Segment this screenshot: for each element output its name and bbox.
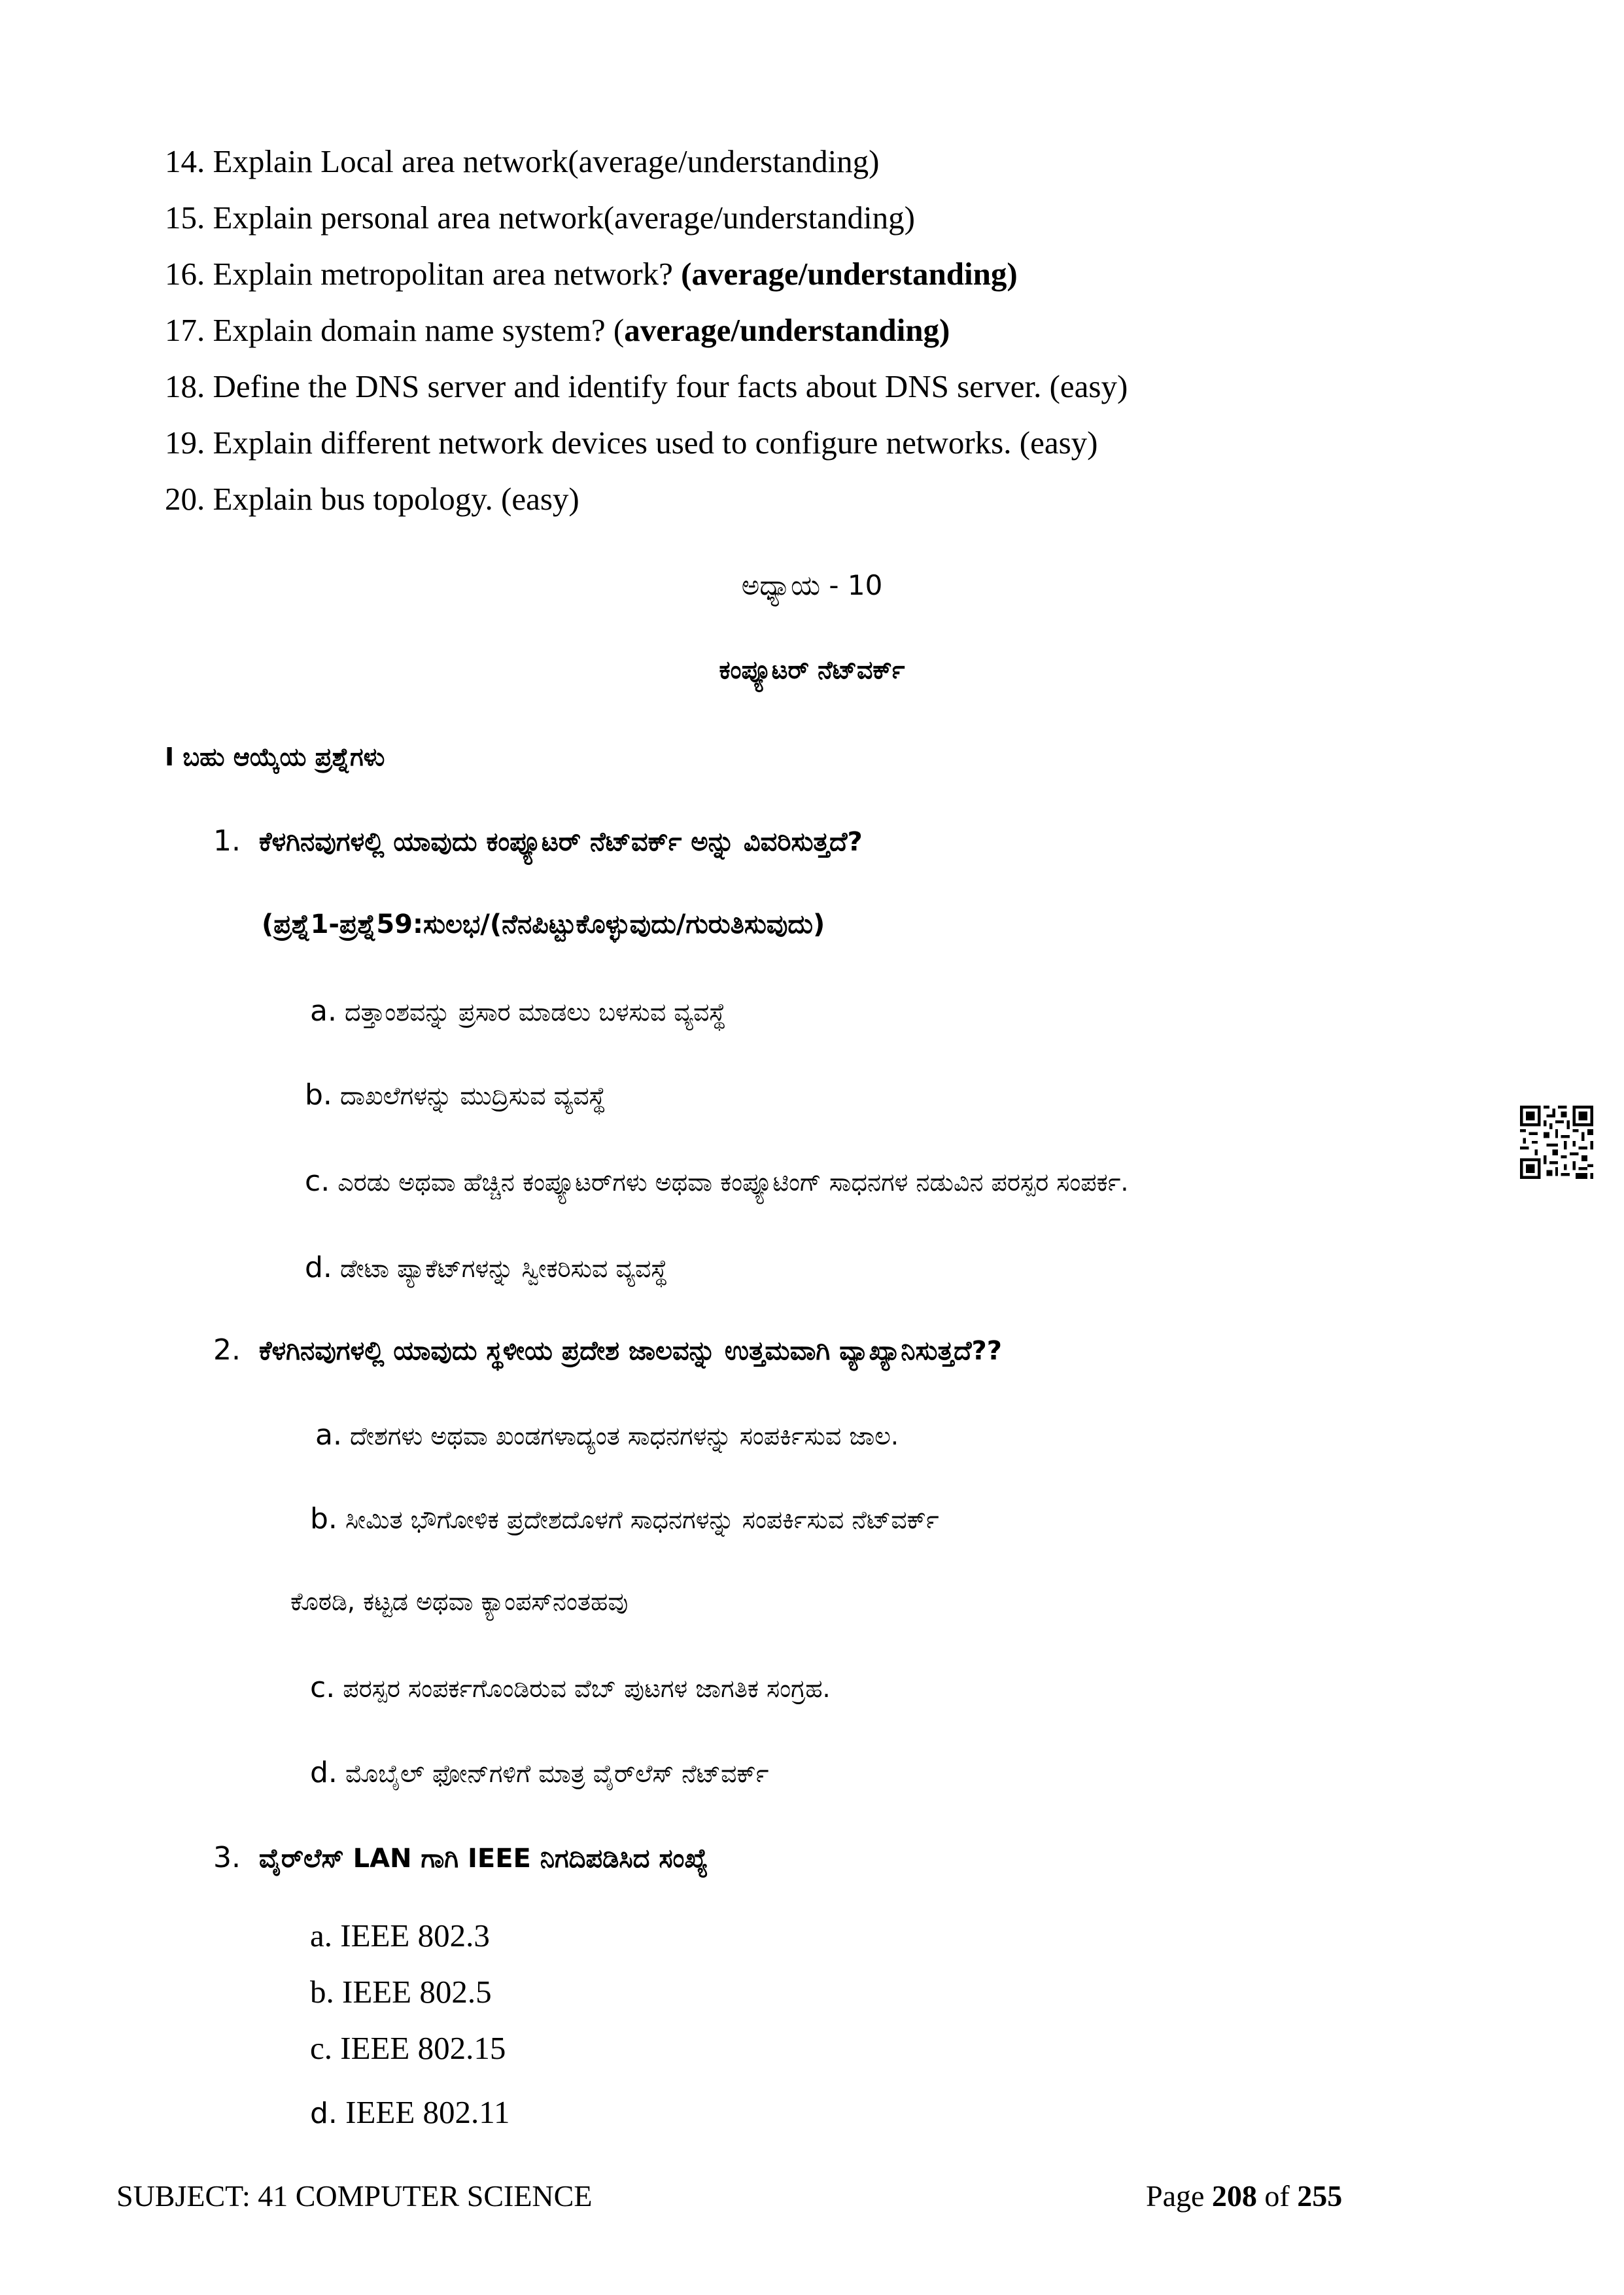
q3-option-d: d. IEEE 802.11 xyxy=(310,2094,510,2130)
q2-option-c: c. ಪರಸ್ಪರ ಸಂಪರ್ಕಗೊಂಡಿರುವ ವೆಬ್ ಪುಟಗಳ ಜಾಗತಿಕ ಸಂಗ್ರಹ. xyxy=(310,1671,831,1704)
section-title: I ಬಹು ಆಯ್ಕೆಯ ಪ್ರಶ್ನೆಗಳು xyxy=(165,743,385,771)
q3-option-c: c. IEEE 802.15 xyxy=(310,2030,506,2066)
q1-option-c: c. ಎರಡು ಅಥವಾ ಹೆಚ್ಚಿನ ಕಂಪ್ಯೂಟರ್‌ಗಳು ಅಥವಾ ಕಂಪ್ಯೂಟಿಂಗ್ ಸಾಧನಗಳ ನಡುವಿನ ಪರಸ್ಪರ ಸಂಪರ್ಕ. xyxy=(305,1165,1129,1198)
q3-option-b: b. IEEE 802.5 xyxy=(310,1974,492,2010)
question-19: 19. Explain different network devices used to configure networks. (easy) xyxy=(165,425,1098,461)
q2-option-b-continued: ಕೊಠಡಿ, ಕಟ್ಟಡ ಅಥವಾ ಕ್ಯಾಂಪಸ್‌ನಂತಹವು xyxy=(290,1587,629,1616)
mcq-question-3: 3. ವೈರ್‌ಲೆಸ್ LAN ಗಾಗಿ IEEE ನಿಗದಿಪಡಿಸಿದ ಸಂಖ್ಯೆ xyxy=(213,1841,708,1874)
footer-subject: SUBJECT: 41 COMPUTER SCIENCE xyxy=(116,2179,593,2213)
question-17: 17. Explain domain name system? (average/understanding) xyxy=(165,312,950,348)
question-18: 18. Define the DNS server and identify four facts about DNS server. (easy) xyxy=(165,368,1128,404)
footer-page-number: Page 208 of 255 xyxy=(1146,2179,1343,2213)
qr-code-icon xyxy=(1520,1106,1593,1179)
mcq-question-1: 1. ಕೆಳಗಿನವುಗಳಲ್ಲಿ ಯಾವುದು ಕಂಪ್ಯೂಟರ್ ನೆಟ್‌ವರ್ಕ್ ಅನ್ನು ವಿವರಿಸುತ್ತದೆ? xyxy=(213,824,863,858)
chapter-number: ಅಧ್ಯಾಯ - 10 xyxy=(741,569,883,601)
q1-option-a: a. ದತ್ತಾಂಶವನ್ನು ಪ್ರಸಾರ ಮಾಡಲು ಬಳಸುವ ವ್ಯವಸ್ಥೆ xyxy=(310,994,726,1028)
q3-option-a: a. IEEE 802.3 xyxy=(310,1918,490,1953)
q2-option-d: d. ಮೊಬೈಲ್ ಫೋನ್‌ಗಳಿಗೆ ಮಾತ್ರ ವೈರ್‌ಲೆಸ್ ನೆಟ್‌ವರ್ಕ್ xyxy=(310,1756,769,1789)
mcq-question-2: 2. ಕೆಳಗಿನವುಗಳಲ್ಲಿ ಯಾವುದು ಸ್ಥಳೀಯ ಪ್ರದೇಶ ಜಾಲವನ್ನು ಉತ್ತಮವಾಗಿ ವ್ಯಾಖ್ಯಾನಿಸುತ್ತದೆ?? xyxy=(213,1333,1002,1367)
q2-option-b: b. ಸೀಮಿತ ಭೌಗೋಳಿಕ ಪ್ರದೇಶದೊಳಗೆ ಸಾಧನಗಳನ್ನು ಸಂಪರ್ಕಿಸುವ ನೆಟ್‌ವರ್ಕ್ xyxy=(310,1502,939,1535)
q1-option-b: b. ದಾಖಲೆಗಳನ್ನು ಮುದ್ರಿಸುವ ವ್ಯವಸ್ಥೆ xyxy=(305,1078,606,1112)
question-15: 15. Explain personal area network(average/understanding) xyxy=(165,200,915,236)
q1-option-d: d. ಡೇಟಾ ಪ್ಯಾಕೆಟ್‌ಗಳನ್ನು ಸ್ವೀಕರಿಸುವ ವ್ಯವಸ್ಥೆ xyxy=(305,1251,668,1284)
q2-option-a: a. ದೇಶಗಳು ಅಥವಾ ಖಂಡಗಳಾದ್ಯಂತ ಸಾಧನಗಳನ್ನು ಸಂಪರ್ಕಿಸುವ ಜಾಲ. xyxy=(315,1418,899,1452)
question-16: 16. Explain metropolitan area network? (average/understanding) xyxy=(165,256,1018,292)
question-20: 20. Explain bus topology. (easy) xyxy=(165,481,579,517)
mcq-question-1-note: (ಪ್ರಶ್ನೆ1-ಪ್ರಶ್ನೆ59:ಸುಲಭ/(ನೆನಪಿಟ್ಟುಕೊಳ್ಳುವುದು/ಗುರುತಿಸುವುದು) xyxy=(262,909,825,939)
chapter-title: ಕಂಪ್ಯೂಟರ್ ನೆಟ್‌ವರ್ಕ್ xyxy=(719,656,905,684)
question-14: 14. Explain Local area network(average/understanding) xyxy=(165,143,880,179)
